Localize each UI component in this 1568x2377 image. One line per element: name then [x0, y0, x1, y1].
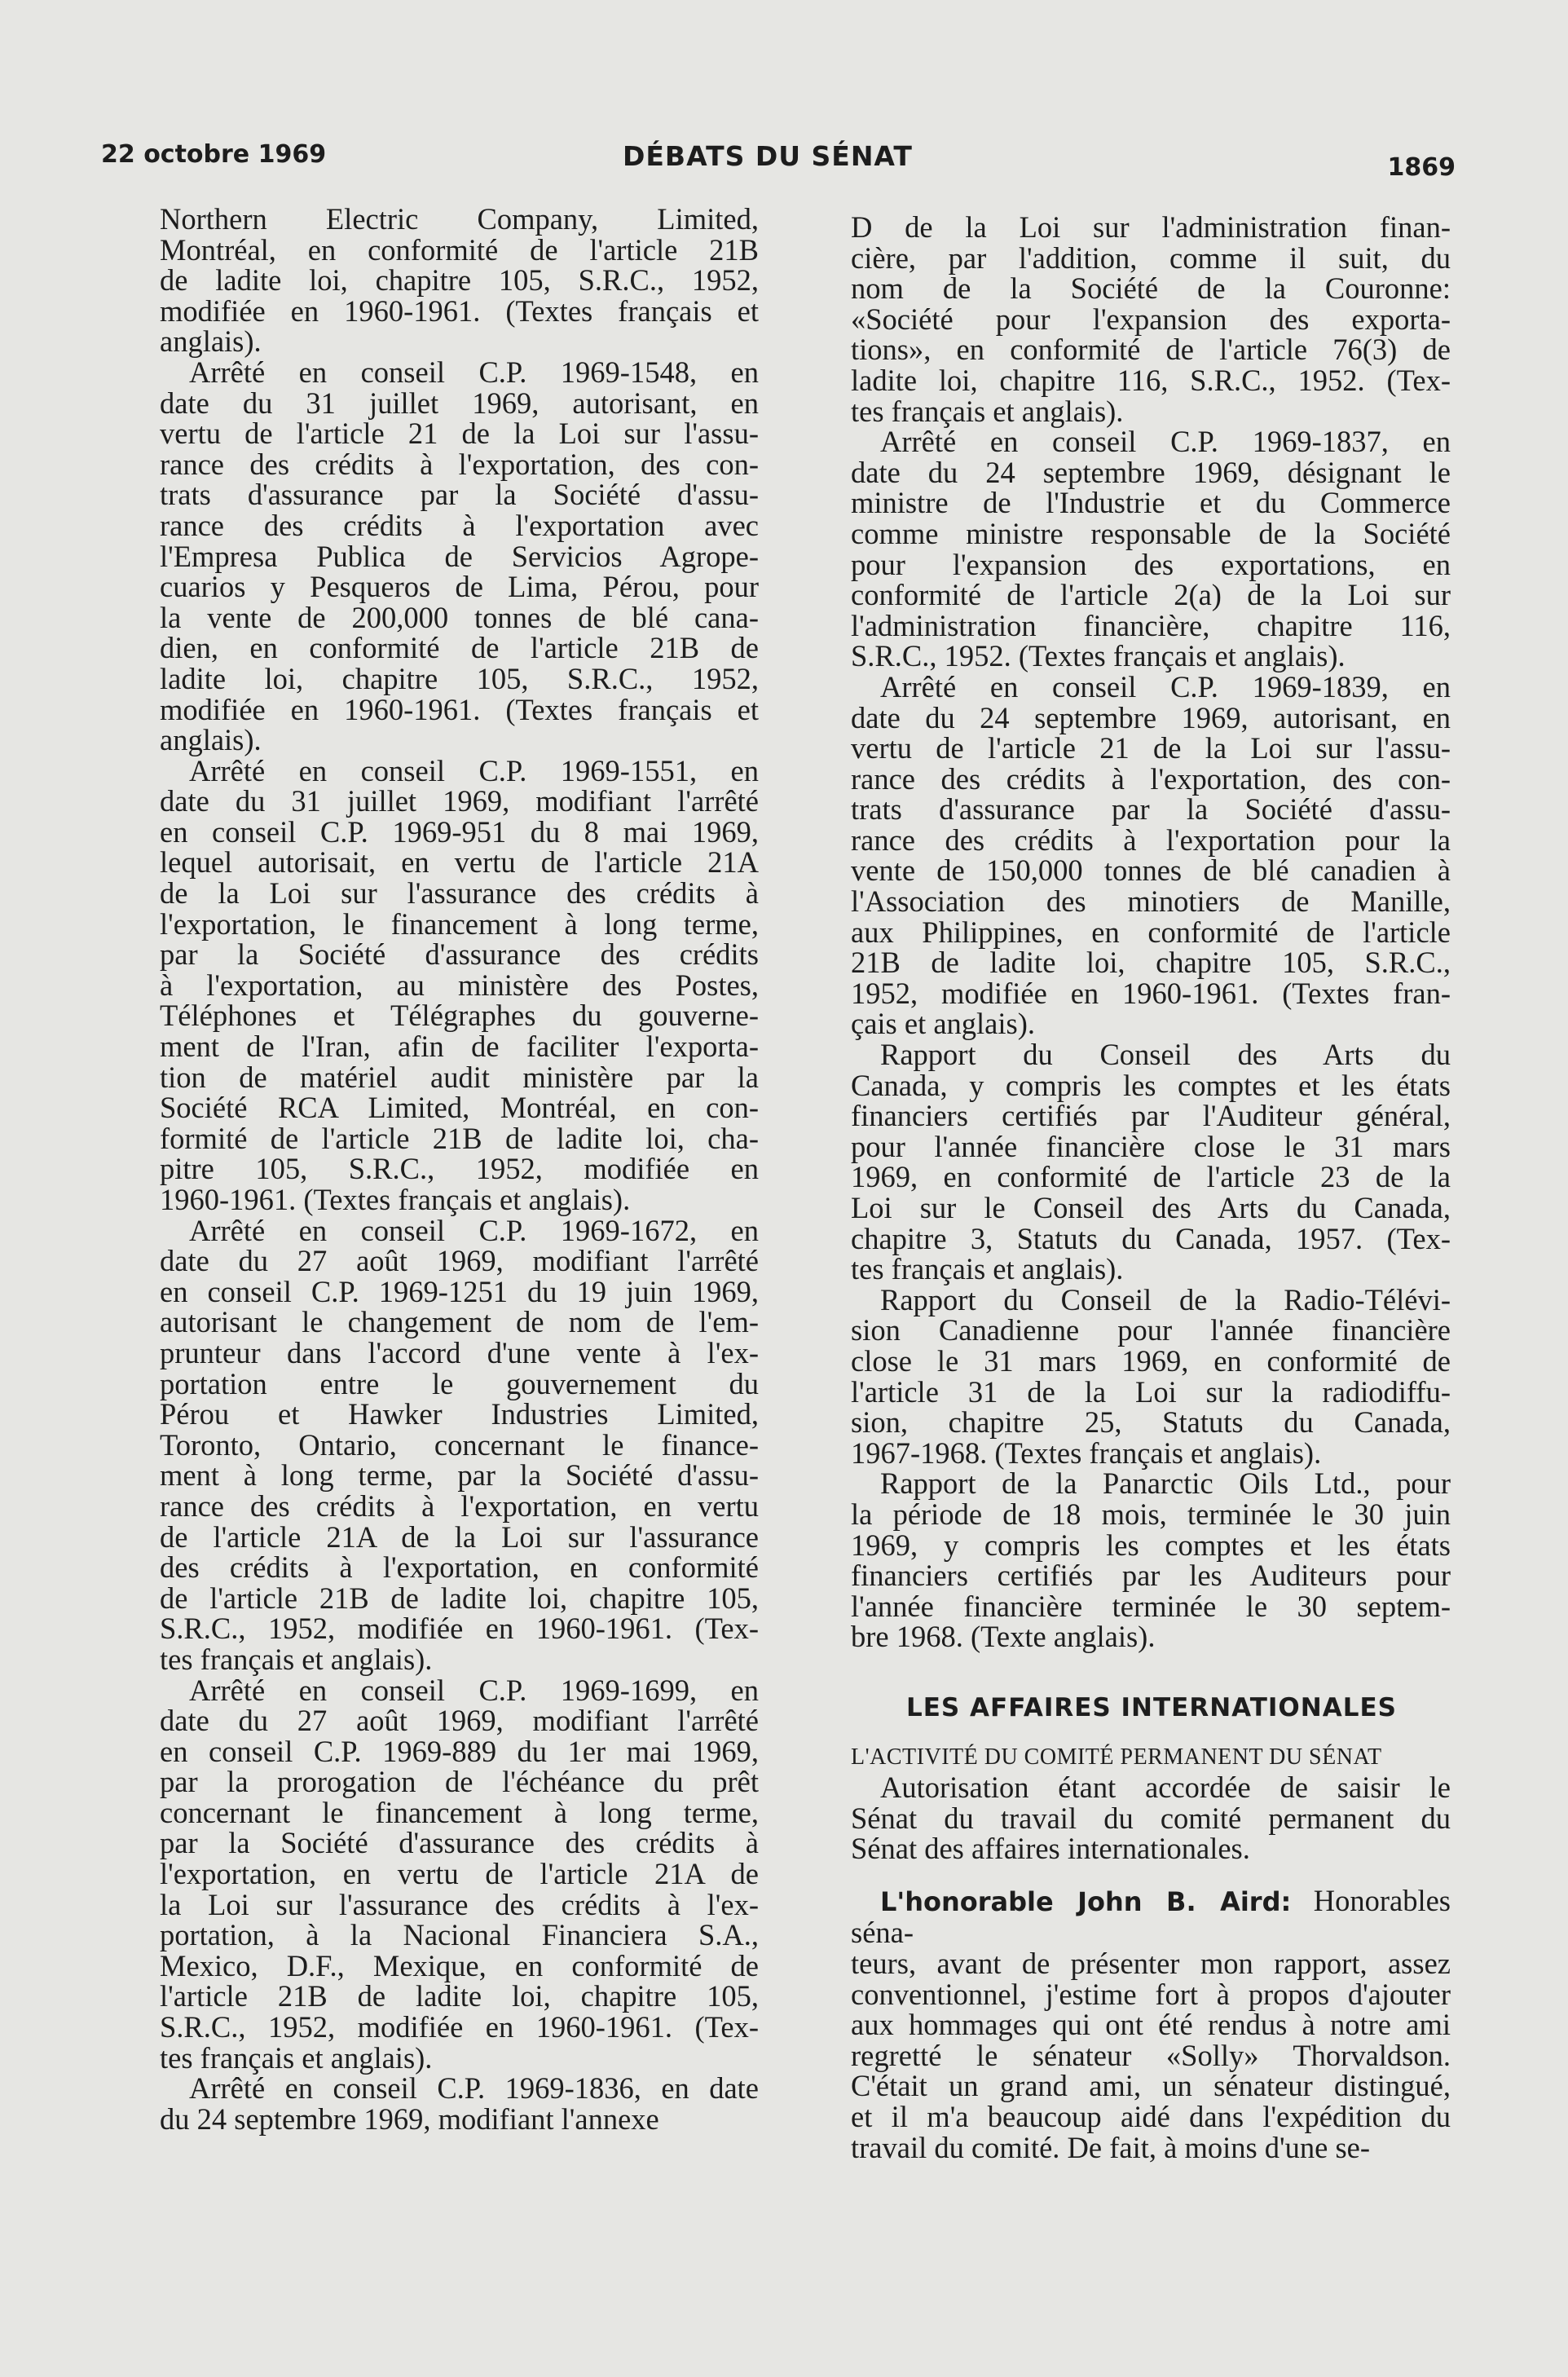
text-line: du 24 septembre 1969, modifiant l'annexe	[160, 2101, 659, 2136]
text-line: 1960-1961. (Textes français et anglais).	[160, 1183, 631, 1216]
text-line: S.R.C., 1952. (Textes français et anglais).	[851, 639, 1346, 673]
text-line: ment à long terme, par la Société d'assu-	[160, 1458, 759, 1493]
text-line: des crédits à l'exportation, en conformité	[160, 1550, 759, 1585]
text-line: trats d'assurance par la Société d'assu-	[160, 478, 759, 512]
text-line: concernant le financement à long terme,	[160, 1795, 759, 1829]
text-line: tes français et anglais).	[851, 394, 1124, 428]
text-line: S.R.C., 1952, modifiée en 1960-1961. (Tex-	[160, 1612, 759, 1646]
text-line: rance des crédits à l'exportation, en vertu	[160, 1488, 759, 1523]
left-column	[160, 204, 759, 2134]
text-line: aux Philippines, en conformité de l'article	[851, 915, 1451, 949]
text-line: en conseil C.P. 1969-951 du 8 mai 1969,	[160, 814, 759, 849]
text-line: cuarios y Pesqueros de Lima, Pérou, pour	[160, 570, 759, 604]
text-line: par la prorogation de l'échéance du prêt	[160, 1765, 759, 1799]
text-line: rance des crédits à l'exportation avec	[160, 508, 759, 542]
text-line: l'article 21B de ladite loi, chapitre 105,	[160, 1979, 759, 2013]
text-line: en conseil C.P. 1969-1251 du 19 juin 1969,	[160, 1274, 759, 1308]
text-line: dien, en conformité de l'article 21B de	[160, 631, 759, 665]
text-line: par la Société d'assurance des crédits	[160, 937, 759, 972]
text-line: et il m'a beaucoup aidé dans l'expédition du	[851, 2100, 1451, 2134]
section-title: LES AFFAIRES INTERNATIONALES	[906, 1692, 1397, 1722]
text-line: formité de l'article 21B de ladite loi, cha-	[160, 1121, 759, 1155]
text-line: date du 24 septembre 1969, désignant le	[851, 455, 1451, 489]
text-line: tion de matériel audit ministère par la	[160, 1060, 759, 1094]
text-line: date du 27 août 1969, modifiant l'arrêté	[160, 1704, 759, 1738]
text-line: vente de 150,000 tonnes de blé canadien à	[851, 853, 1451, 888]
text-line: portation entre le gouvernement du	[160, 1366, 759, 1400]
text-line: par la Société d'assurance des crédits à	[160, 1826, 759, 1860]
text-line: Rapport de la Panarctic Oils Ltd., pour	[880, 1466, 1451, 1501]
paragraph	[851, 1468, 1451, 1652]
text-line: 21B de ladite loi, chapitre 105, S.R.C.,	[851, 946, 1451, 980]
text-line: Autorisation étant accordée de saisir le	[880, 1771, 1451, 1805]
text-line: nom de la Société de la Couronne:	[851, 271, 1451, 306]
text-line: l'Empresa Publica de Servicios Agrope-	[160, 539, 759, 573]
text-line: C'était un grand ami, un sénateur distingué,	[851, 2069, 1451, 2103]
text-line: tes français et anglais).	[160, 2040, 433, 2075]
text-line: à l'exportation, au ministère des Postes,	[160, 968, 759, 1002]
paragraph	[160, 753, 759, 1216]
text-line: çais et anglais).	[851, 1007, 1036, 1041]
text-line: autorisant le changement de nom de l'em-	[160, 1305, 759, 1339]
text-line	[851, 1885, 1451, 1948]
text-line: tions», en conformité de l'article 76(3) de	[851, 333, 1451, 367]
text-line: tes français et anglais).	[160, 1642, 433, 1676]
paragraph	[851, 1039, 1451, 1285]
text-line: date du 31 juillet 1969, modifiant l'arrêté	[160, 784, 759, 818]
paragraph	[160, 1675, 759, 2074]
text-line: Arrêté en conseil C.P. 1969-1699, en	[189, 1673, 759, 1707]
text-line: l'année financière terminée le 30 septem-	[851, 1589, 1451, 1623]
header-title: DÉBATS DU SÉNAT	[623, 140, 913, 172]
text-line: rance des crédits à l'exportation, des con-	[851, 761, 1451, 796]
speech-text: Honorables séna-	[851, 1883, 1451, 1950]
text-line: conventionnel, j'estime fort à propos d'ajouter	[851, 1977, 1451, 2011]
text-line: Pérou et Hawker Industries Limited,	[160, 1397, 759, 1431]
text-line: la période de 18 mois, terminée le 30 juin	[851, 1497, 1451, 1531]
text-line: comme ministre responsable de la Société	[851, 516, 1451, 550]
text-line: de l'article 21A de la Loi sur l'assurance	[160, 1519, 759, 1554]
text-line: financiers certifiés par les Auditeurs pour	[851, 1559, 1451, 1593]
text-line: date du 24 septembre 1969, autorisant, en	[851, 700, 1451, 734]
text-line: 1952, modifiée en 1960-1961. (Textes fran-	[851, 976, 1451, 1010]
text-line: Northern Electric Company, Limited,	[160, 202, 759, 236]
paragraph	[160, 204, 759, 357]
text-line: cière, par l'addition, comme il suit, du	[851, 240, 1451, 275]
paragraph	[851, 669, 1451, 1041]
text-line: date du 27 août 1969, modifiant l'arrêté	[160, 1244, 759, 1278]
paragraph	[851, 212, 1451, 426]
header-date: 22 octobre 1969	[101, 140, 327, 169]
text-line: 1969, y compris les comptes et les états	[851, 1528, 1451, 1562]
text-line: 1969, en conformité de l'article 23 de la	[851, 1160, 1451, 1194]
text-line: Rapport du Conseil des Arts du	[880, 1038, 1451, 1072]
text-line: Mexico, D.F., Mexique, en conformité de	[160, 1948, 759, 1982]
text-line: rance des crédits à l'exportation pour la	[851, 822, 1451, 857]
text-line: sion, chapitre 25, Statuts du Canada,	[851, 1405, 1451, 1440]
text-line: ministre de l'Industrie et du Commerce	[851, 486, 1451, 520]
right-column-paragraphs	[851, 212, 1451, 1652]
text-line: l'exportation, en vertu de l'article 21A de	[160, 1857, 759, 1891]
text-line: Sénat du travail du comité permanent du	[851, 1801, 1451, 1835]
text-line: prunteur dans l'accord d'une vente à l'ex-	[160, 1335, 759, 1369]
text-line: Rapport du Conseil de la Radio-Télévi-	[880, 1282, 1451, 1316]
text-line: ment de l'Iran, afin de faciliter l'exporta-	[160, 1030, 759, 1064]
text-line: pour l'année financière close le 31 mars	[851, 1129, 1451, 1163]
text-line: ladite loi, chapitre 105, S.R.C., 1952,	[160, 661, 759, 695]
text-line: chapitre 3, Statuts du Canada, 1957. (Tex-	[851, 1221, 1451, 1255]
text-line: pour l'expansion des exportations, en	[851, 547, 1451, 581]
paragraph	[851, 1282, 1451, 1470]
text-line: la vente de 200,000 tonnes de blé cana-	[160, 600, 759, 634]
text-line: Montréal, en conformité de l'article 21B	[160, 232, 759, 267]
section-paragraph	[851, 1772, 1451, 1864]
text-line: regretté le sénateur «Solly» Thorvaldson.	[851, 2038, 1451, 2072]
text-line: l'article 31 de la Loi sur la radiodiffu-	[851, 1374, 1451, 1409]
text-line: anglais).	[160, 324, 262, 359]
text-line: 1967-1968. (Textes français et anglais).	[851, 1435, 1322, 1470]
text-line: lequel autorisait, en vertu de l'article 21A	[160, 845, 759, 880]
text-line: pitre 105, S.R.C., 1952, modifiée en	[160, 1152, 759, 1186]
right-column	[851, 212, 1451, 2163]
text-line: l'exportation, le financement à long terme,	[160, 906, 759, 941]
text-line: Société RCA Limited, Montréal, en con-	[160, 1091, 759, 1125]
text-line: Arrêté en conseil C.P. 1969-1836, en date	[189, 2071, 759, 2106]
text-line: bre 1968. (Texte anglais).	[851, 1620, 1156, 1654]
text-line: modifiée en 1960-1961. (Textes français et	[160, 692, 759, 726]
text-line: l'administration financière, chapitre 116,	[851, 608, 1451, 642]
text-line: Arrêté en conseil C.P. 1969-1837, en	[880, 425, 1451, 459]
text-line: ladite loi, chapitre 116, S.R.C., 1952. (Tex-	[851, 363, 1451, 397]
text-line: D de la Loi sur l'administration finan-	[851, 210, 1451, 244]
text-line: de la Loi sur l'assurance des crédits à	[160, 876, 759, 911]
paragraph	[160, 1215, 759, 1675]
text-line: la Loi sur l'assurance des crédits à l'ex-	[160, 1887, 759, 1921]
text-line: Arrêté en conseil C.P. 1969-1551, en	[189, 753, 759, 787]
text-line: modifiée en 1960-1961. (Textes français et	[160, 293, 759, 328]
text-line: date du 31 juillet 1969, autorisant, en	[160, 386, 759, 420]
text-line: Loi sur le Conseil des Arts du Canada,	[851, 1191, 1451, 1224]
paragraph	[851, 426, 1451, 672]
text-line: Canada, y compris les comptes et les états	[851, 1068, 1451, 1102]
text-line: close le 31 mars 1969, en conformité de	[851, 1343, 1451, 1378]
text-line: Arrêté en conseil C.P. 1969-1548, en	[189, 355, 759, 389]
text-line: conformité de l'article 2(a) de la Loi sur	[851, 578, 1451, 612]
paragraph	[160, 2073, 759, 2134]
text-line: Arrêté en conseil C.P. 1969-1839, en	[880, 669, 1451, 703]
page-header	[101, 137, 1456, 194]
text-line: S.R.C., 1952, modifiée en 1960-1961. (Tex-	[160, 2010, 759, 2044]
text-line: trats d'assurance par la Société d'assu-	[851, 792, 1451, 827]
text-line: aux hommages qui ont été rendus à notre ami	[851, 2008, 1451, 2042]
text-line: portation, à la Nacional Financiera S.A.,	[160, 1918, 759, 1952]
text-line: Toronto, Ontario, concernant le finance-	[160, 1427, 759, 1462]
text-line: sion Canadienne pour l'année financière	[851, 1313, 1451, 1347]
text-line: de ladite loi, chapitre 105, S.R.C., 1952,	[160, 263, 759, 298]
page-number: 1869	[1387, 153, 1456, 182]
text-line: «Société pour l'expansion des exporta-	[851, 302, 1451, 336]
text-line: de l'article 21B de ladite loi, chapitre 105,	[160, 1581, 759, 1615]
text-line: en conseil C.P. 1969-889 du 1er mai 1969,	[160, 1734, 759, 1768]
paragraph	[160, 357, 759, 756]
text-line: teurs, avant de présenter mon rapport, assez	[851, 1947, 1451, 1981]
text-line: l'Association des minotiers de Manille,	[851, 884, 1451, 919]
text-line: rance des crédits à l'exportation, des con-	[160, 447, 759, 481]
text-line: vertu de l'article 21 de la Loi sur l'assu-	[851, 731, 1451, 765]
text-line: anglais).	[160, 723, 262, 757]
text-line: tes français et anglais).	[851, 1252, 1124, 1286]
section-subtitle: L'ACTIVITÉ DU COMITÉ PERMANENT DU SÉNAT	[851, 1744, 1382, 1770]
text-line: vertu de l'article 21 de la Loi sur l'assu-	[160, 417, 759, 451]
text-line: financiers certifiés par l'Auditeur général,	[851, 1099, 1451, 1133]
speech-paragraph	[851, 1885, 1451, 2163]
text-line: Téléphones et Télégraphes du gouverne-	[160, 999, 759, 1033]
text-line: travail du comité. De fait, à moins d'une se-	[851, 2130, 1371, 2164]
text-line: Sénat des affaires internationales.	[851, 1832, 1250, 1866]
speaker-name: L'honorable John B. Aird:	[880, 1885, 1292, 1917]
text-line: Arrêté en conseil C.P. 1969-1672, en	[189, 1213, 759, 1247]
